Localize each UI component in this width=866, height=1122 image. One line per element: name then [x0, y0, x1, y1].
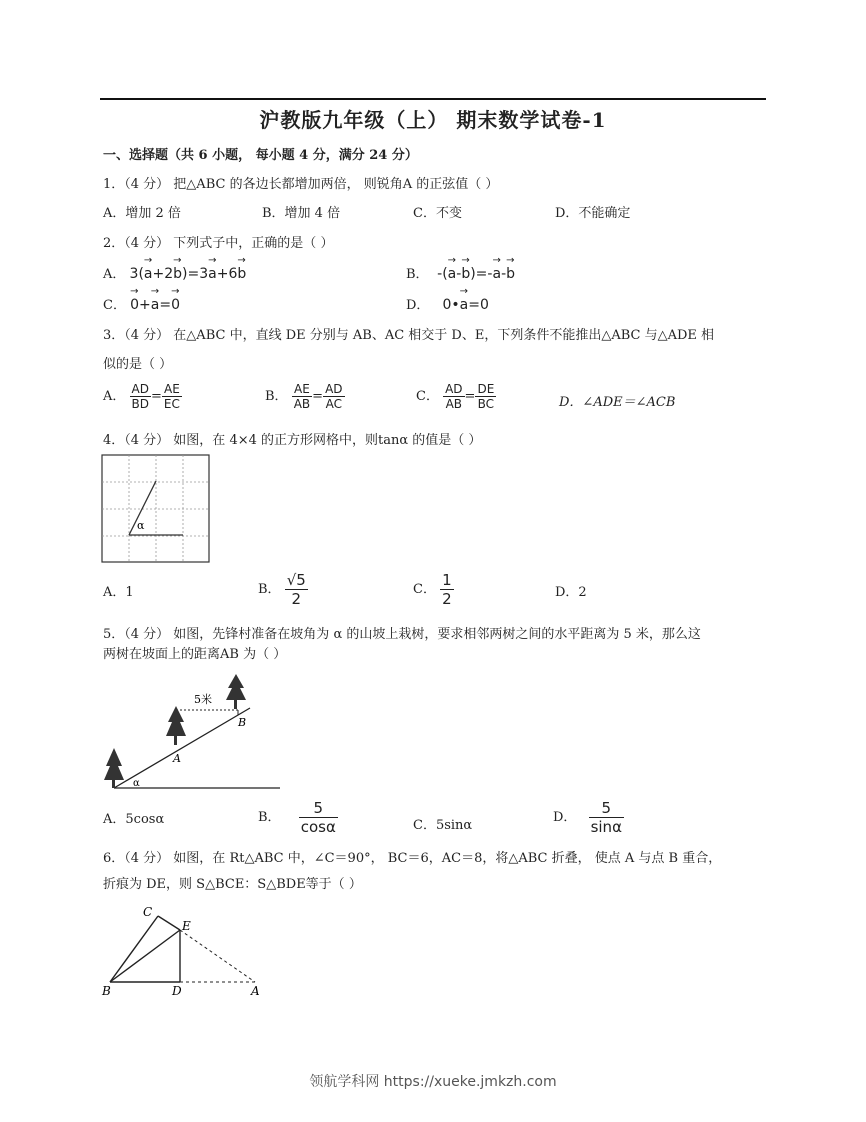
tree-icon: [104, 748, 124, 788]
fraction: [299, 799, 338, 836]
denominator: cosα: [300, 818, 336, 836]
q1-option-a: A．增加 2 倍: [103, 206, 181, 221]
fraction: [162, 382, 182, 411]
q2-option-b: [406, 263, 515, 282]
numerator: AE: [162, 382, 182, 397]
fraction: [440, 571, 454, 608]
q5-slope-figure: [100, 670, 285, 794]
q2-option-c: [103, 294, 180, 313]
numerator: 5: [589, 799, 624, 818]
grid-border: [102, 455, 209, 562]
q4-option-d: D．2: [555, 585, 587, 600]
q3-option-b: B． $\frac{AE}{AB}$ = $\frac{AD}{AC}$: [265, 382, 343, 411]
q4-option-c: [413, 571, 454, 608]
segment-bc: [110, 916, 158, 982]
numerator: AD: [445, 382, 463, 396]
q6-triangle-figure: [100, 902, 270, 1000]
alpha-label: α: [133, 778, 140, 789]
q5-option-c: C．5sinα: [413, 818, 473, 833]
q3-option-a: A． $\frac{AD}{BD}$ = $\frac{AE}{EC}$: [103, 382, 180, 411]
denominator: 2: [291, 590, 302, 608]
q2-option-d-expr: 0•→ a=0: [434, 297, 489, 313]
denominator: EC: [163, 397, 180, 411]
numerator: √5: [286, 571, 306, 589]
numerator: 5: [299, 799, 338, 818]
q6-stem-line1: 6．（4 分） 如图，在 Rt△ABC 中，∠C＝90°， BC＝6，AC＝8，将△ABC 折叠， 使点 A 与点 B 重合，: [103, 851, 722, 866]
numerator: 1: [442, 571, 452, 589]
title-rule: [100, 98, 766, 100]
section-heading: 一、选择题（共 6 小题， 每小题 4 分，满分 24 分）: [103, 148, 418, 163]
distance-label: 5米: [194, 693, 212, 706]
q4-grid-figure: [101, 454, 211, 564]
q2-option-c-expr: → 0+→ a=→ 0: [130, 297, 180, 313]
q5-stem-line1: 5．（4 分） 如图，先锋村准备在坡角为 α 的山坡上栽树，要求相邻两树之间的水平距离为 5 米，那么这: [103, 627, 701, 642]
point-d-label: D: [172, 984, 182, 998]
q3-stem-line2: 似的是（ ）: [103, 357, 173, 372]
segment-ea-dashed: [180, 930, 255, 982]
q2-option-d-label: D．: [406, 298, 430, 313]
q2-option-b-label: B．: [406, 267, 429, 282]
fraction: [292, 382, 312, 411]
q6-stem-line2: 折痕为 DE，则 S△BCE：S△BDE等于（ ）: [103, 877, 362, 892]
q2-option-a: [103, 263, 246, 282]
q5-option-b-label: B．: [258, 810, 281, 825]
point-a-label: A: [173, 752, 181, 765]
q4-option-b: [258, 571, 308, 608]
q3-option-a-label: A．: [103, 389, 126, 404]
numerator: DE: [477, 382, 495, 396]
grid-lines: [102, 455, 209, 562]
fraction: [443, 382, 464, 411]
tree-icon: [226, 674, 246, 709]
q3-option-b-label: B．: [265, 389, 288, 404]
denominator: 2: [442, 590, 452, 608]
q1-option-b: B．增加 4 倍: [262, 206, 341, 221]
point-b-label: B: [238, 716, 247, 729]
q3-stem-line1: 3．（4 分） 在△ABC 中，直线 DE 分别与 AB、AC 相交于 D、E，下列条件不能推出△ABC 与△ADE 相: [103, 328, 715, 343]
q4-stem: 4．（4 分） 如图，在 4×4 的正方形网格中，则tanα 的值是（ ）: [103, 433, 482, 448]
fraction: [130, 382, 151, 411]
q1-option-d: D．不能确定: [555, 206, 631, 221]
q5-option-b: [258, 799, 338, 836]
numerator: AD: [325, 382, 343, 396]
q3-option-d: D．∠ADE＝∠ACB: [559, 395, 676, 410]
fraction: [323, 382, 344, 411]
denominator: BD: [131, 397, 150, 411]
q4-option-a: A．1: [103, 585, 134, 600]
footer-watermark: 领航学科网 https://xueke.jmkzh.com: [309, 1074, 557, 1090]
q5-option-d-label: D．: [553, 810, 577, 825]
point-e-label: E: [182, 919, 191, 933]
q2-stem: 2．（4 分） 下列式子中，正确的是（ ）: [103, 236, 334, 251]
page-title: 沪教版九年级（上） 期末数学试卷-1: [259, 108, 607, 132]
q3-option-c: C． $\frac{AD}{AB}$ = $\frac{DE}{BC}$: [416, 382, 495, 411]
q4-option-b-label: B．: [258, 582, 281, 597]
q2-option-c-label: C．: [103, 298, 126, 313]
point-c-label: C: [143, 905, 153, 919]
q3-option-c-label: C．: [416, 389, 439, 404]
q2-option-d: [406, 294, 489, 313]
q5-stem-line2: 两树在坡面上的距离AB 为（ ）: [103, 647, 287, 662]
point-b-label: B: [102, 984, 111, 998]
q1-option-c: C．不变: [413, 206, 462, 221]
denominator: AC: [325, 397, 342, 411]
numerator: AE: [292, 382, 312, 397]
alpha-label: α: [137, 519, 145, 532]
q2-option-b-expr: -(→ a-→ b)=-→ a-→ b: [433, 266, 515, 282]
q2-option-a-expr: 3(→ a+2→ b)=3→ a+6→ b: [130, 266, 247, 282]
denominator: BC: [477, 397, 495, 411]
numerator: AD: [130, 382, 151, 397]
q2-option-a-label: A．: [103, 267, 126, 282]
fraction: [285, 571, 308, 608]
segment-be: [110, 930, 180, 982]
denominator: AB: [445, 397, 463, 411]
denominator: AB: [293, 397, 311, 411]
q1-stem: 1．（4 分） 把△ABC 的各边长都增加两倍， 则锐角A 的正弦值（ ）: [103, 177, 499, 192]
tree-icon: [166, 706, 186, 745]
q5-option-a: A．5cosα: [103, 812, 165, 827]
q4-option-c-label: C．: [413, 582, 436, 597]
fraction: [475, 382, 496, 411]
denominator: sinα: [590, 818, 622, 836]
q5-option-d: [553, 799, 624, 836]
segment-ce: [158, 916, 180, 930]
point-a-label: A: [251, 984, 260, 998]
fraction: [589, 799, 624, 836]
